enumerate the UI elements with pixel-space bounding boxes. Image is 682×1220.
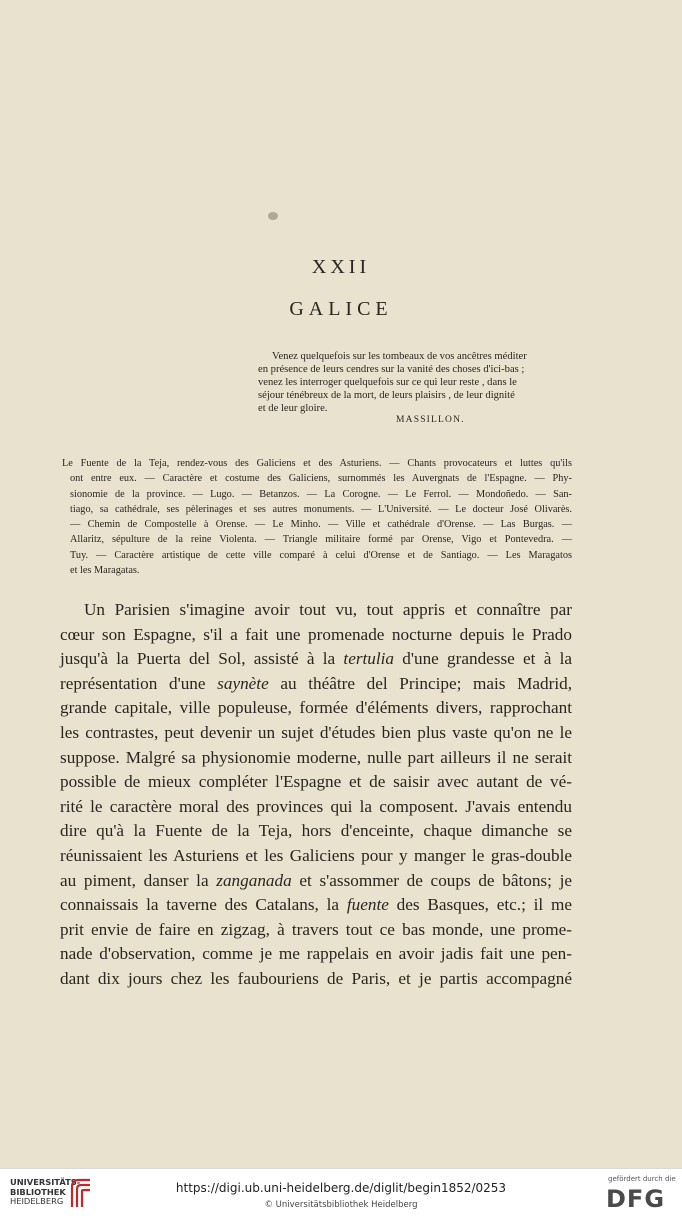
body-line: représentation d'une saynète au théâtre del Principe; mais Madrid, [60, 673, 573, 693]
body-line: possible de mieux compléter l'Espagne et de saisir avec autant de vé- [60, 772, 572, 792]
summary-line: — Chemin de Compostelle à Orense. — Le Minho. — Ville et cathédrale d'Orense. — Las Burgas. — [70, 519, 572, 531]
summary-line: sionomie de la province. — Lugo. — Betanzos. — La Corogne. — Le Ferrol. — Mondoñedo. — San- [70, 488, 572, 500]
body-line: Un Parisien s'imagine avoir tout vu, tout appris et connaître par [84, 600, 572, 619]
body-line: prit envie de faire en zigzag, à travers tout ce bas monde, une prome- [60, 919, 572, 939]
copyright-notice: © Universitätsbibliothek Heidelberg [264, 1200, 418, 1210]
epigraph-author: MASSILLON. [396, 415, 465, 425]
summary-line: tiago, sa cathédrale, ses pèlerinages et ses autres monuments. — L'Université. — Le docteur José Olivarès. [70, 503, 572, 515]
body-line: dire qu'à la Fuente de la Teja, hors d'enceinte, chaque dimanche se [60, 821, 572, 841]
summary-line: Allaritz, sépulture de la reine Violenta. — Triangle militaire formé par Orense, Vigo et Pontevedra. — [70, 534, 572, 546]
funding-label: gefördert durch die [608, 1175, 676, 1183]
epigraph [258, 350, 570, 415]
summary-line: Le Fuente de la Teja, rendez-vous des Galiciens et des Asturiens. — Chants provocateurs et luttes qu'ils [62, 458, 572, 469]
body-line: nade d'observation, comme je me rappelais en avoir jadis fait une pen- [60, 944, 572, 964]
body-line: rité le caractère moral des provinces qui la composent. J'avais entendu [60, 796, 572, 816]
body-line: les contrastes, peut devenir un sujet d'études bien plus vaste qu'on ne le [60, 722, 572, 742]
body-text [60, 598, 572, 992]
body-line: grande capitale, ville populeuse, formée d'éléments divers, rapprochant [60, 698, 572, 718]
chapter-summary [62, 456, 572, 578]
body-line: connaissais la taverne des Catalans, la fuente des Basques, etc.; il me [60, 895, 572, 915]
library-city: HEIDELBERG [10, 1196, 64, 1207]
library-name-line: BIBLIOTHEK [10, 1186, 66, 1197]
summary-line: Tuy. — Caractère artistique de cette ville comparé à celui d'Orense et de Santiago. — Les Maragatos [70, 549, 572, 561]
epigraph-line: séjour ténébreux de la mort, de leurs plaisirs , de leur dignité [258, 390, 515, 401]
bleed-through-text [0, 0, 682, 230]
summary-line: et les Maragatas. [70, 565, 140, 577]
chapter-number: XXII [311, 256, 371, 278]
chapter-title: GALICE [289, 298, 393, 320]
dfg-logo[interactable]: DFG [606, 1185, 666, 1213]
body-line: dant dix jours chez les faubouriens de Paris, et je partis accompagné [60, 968, 572, 988]
epigraph-line: Venez quelquefois sur les tombeaux de vos ancêtres méditer [272, 351, 527, 362]
body-line: cœur son Espagne, s'il a fait une promenade nocturne depuis le Prado [60, 624, 572, 644]
body-line: au piment, danser la zanganada et s'assommer de coups de bâtons; je [60, 870, 572, 890]
viewer-footer [0, 1168, 682, 1220]
library-name-line: UNIVERSITÄTS- [10, 1177, 81, 1187]
body-line: réunissaient les Asturiens et les Galiciens pour y manger le gras-double [60, 845, 572, 865]
ink-mark [268, 212, 278, 220]
epigraph-line: et de leur gloire. [258, 403, 328, 414]
permalink-url[interactable]: https://digi.ub.uni-heidelberg.de/diglit/begin1852/0253 [175, 1181, 507, 1195]
summary-line: ont entre eux. — Caractère et costume des Galiciens, surnommés les Auvergnats de l'Espagne. — Phy- [70, 473, 572, 485]
body-line: suppose. Malgré sa physionomie moderne, nulle part ailleurs il ne serait [60, 747, 572, 767]
body-line: jusqu'à la Puerta del Sol, assisté à la tertulia d'une grandesse et à la [60, 649, 572, 669]
epigraph-line: venez les interroger quelquefois sur ce qui leur reste , dans le [258, 377, 517, 388]
epigraph-line: en présence de leurs cendres sur la vanité des choses d'ici-bas ; [258, 364, 525, 375]
